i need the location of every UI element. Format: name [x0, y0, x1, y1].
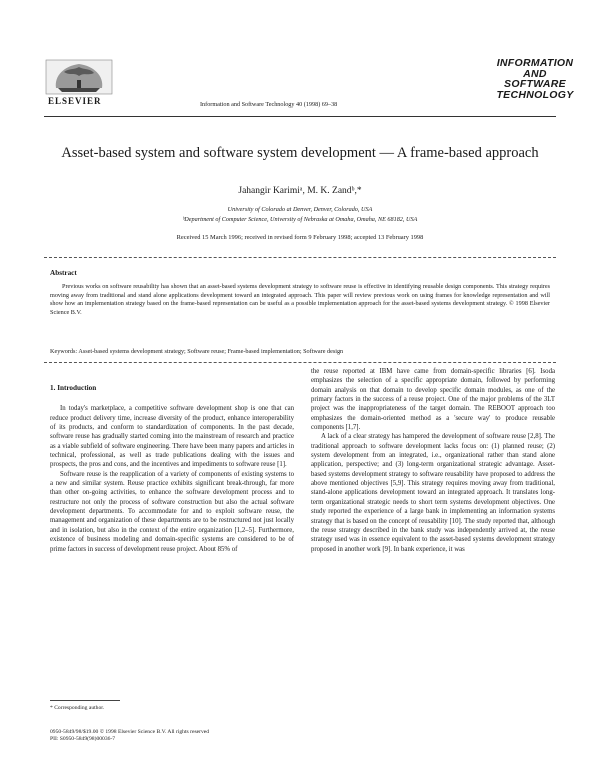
received-dates: Received 15 March 1996; received in revised form 9 February 1998; accepted 13 February 1998	[176, 234, 424, 241]
corresponding-author-footnote: * Corresponding author.	[50, 705, 105, 711]
affiliation-b: ᵇDepartment of Computer Science, University of Nebraska at Omaha, Omaha, NE 68182, USA	[182, 216, 418, 223]
journal-logo	[480, 58, 590, 100]
journal-citation: Information and Software Technology 40 (1998) 69–38	[200, 101, 338, 108]
pii-line: PII: S0950-5849(98)00036-7	[50, 736, 116, 743]
right-column	[311, 367, 555, 554]
journal-logo-line: AND	[523, 67, 547, 80]
body-paragraph: Software reuse is the reapplication of a variety of components of existing systems to a new and similar system. Reuse practice exhibits significant break-through, far more than other on-going activities, to enhance the software development process and to restructure not only the process of software construction but also the actual software development departments. To accommodate for and to exploit software reuse, the management and organization of these departments are to be restructured not just locally and in isolation, but also in the context of the entire organization [1,2–5]. Furthermore, existence of business modeling and domain-specific systems are considered to be of prime factors in success of development reuse project. About 85% of	[50, 470, 294, 553]
body-paragraph: the reuse reported at IBM have came from domain-specific libraries [6]. Isoda emphasizes the selection of a specific appropriate domain, followed by performing domain analysis on that domain to develop specific domain modules, as one of the primary factors in the success of a reuse project. One of the major problems of the 3LT project was the inappropriateness of the target domain. The REBOOT approach too emphasizes the domain-oriented method as a 'secure way' to produce reusable components [1,7].	[311, 368, 555, 432]
section-heading-introduction: 1. Introduction	[50, 384, 97, 392]
keywords: Keywords: Asset-based systems development strategy; Software reuse; Frame-based implementation; Software design	[50, 348, 344, 355]
journal-logo-line: INFORMATION	[496, 57, 574, 69]
journal-logo-line: SOFTWARE	[504, 78, 566, 90]
body-paragraph: A lack of a clear strategy has hampered the development of software reuse [2,8]. The traditional approach to software development lacks focus on: (1) planned reuse; (2) system development from an integrated, i.e., organizational rather than stand alone application, perspective; and (3) long-term organizational strategic advantage. Asset-based systems development strategy to software reusability have proposed to address the above mentioned objectives [5,9]. This strategy requires moving away from traditional, stand-alone applications development toward an integrated approach. It translates long-term organizational strategic needs to short term systems development objectives. One study reported the experience of a large bank in implementing an information systems strategy that is based on the concept of reusability [10]. The study reported that, although the reuse strategy described in the bank study was independently arrived at, the reuse strategy used was in essence equivalent to the asset-based systems development strategy proposed in another work [9]. In bank experience, it was	[311, 433, 555, 553]
left-column	[50, 384, 294, 554]
journal-logo-line: TECHNOLOGY	[496, 88, 574, 101]
footnote-rule	[50, 700, 120, 701]
abstract-text: Previous works on software reusability has shown that an asset-based systems development strategy to software reuse is effective in identifying reusable design components. This strategy requires moving away from traditional and stand alone applications development toward an integrated approach. This paper will review previous work on using frames for knowledge representation and will show how an implementation strategy based on the frame-based representation can be useful as a possible implementation approach for the asset-based systems development strategy. © 1998 Elsevier Science B.V.	[50, 283, 550, 316]
header-rule	[44, 116, 556, 117]
article-title: Asset-based system and software system development — A frame-based approach	[61, 145, 539, 161]
copyright-line: 0950-5849/98/$19.00 © 1998 Elsevier Science B.V. All rights reserved	[50, 729, 210, 735]
affiliation-a: University of Colorado at Denver, Denver, Colorado, USA	[227, 206, 373, 213]
copyright-block	[50, 729, 294, 743]
abstract-top-rule	[44, 257, 556, 258]
body-paragraph: In today's marketplace, a competitive software development shop is one that can reduce product delivery time, increase diversity of the product, enhance interoperability of its products, and conform to standardization of components. In the past decade, software reuse has gradually started coming into the mainstream of research and practice as a viable subfield of software engineering. There have been many papers and articles in technical, professional, as well as trade publications dealing with the issues and prospects, the pros and cons, and the incentives and impediments to software reuse [1].	[50, 405, 294, 469]
abstract-bottom-rule	[44, 362, 556, 363]
abstract-heading: Abstract	[50, 269, 77, 277]
publisher-name: ELSEVIER	[48, 96, 102, 106]
article-authors: Jahangir Karimiᵃ, M. K. Zandᵇ,*	[238, 186, 362, 196]
